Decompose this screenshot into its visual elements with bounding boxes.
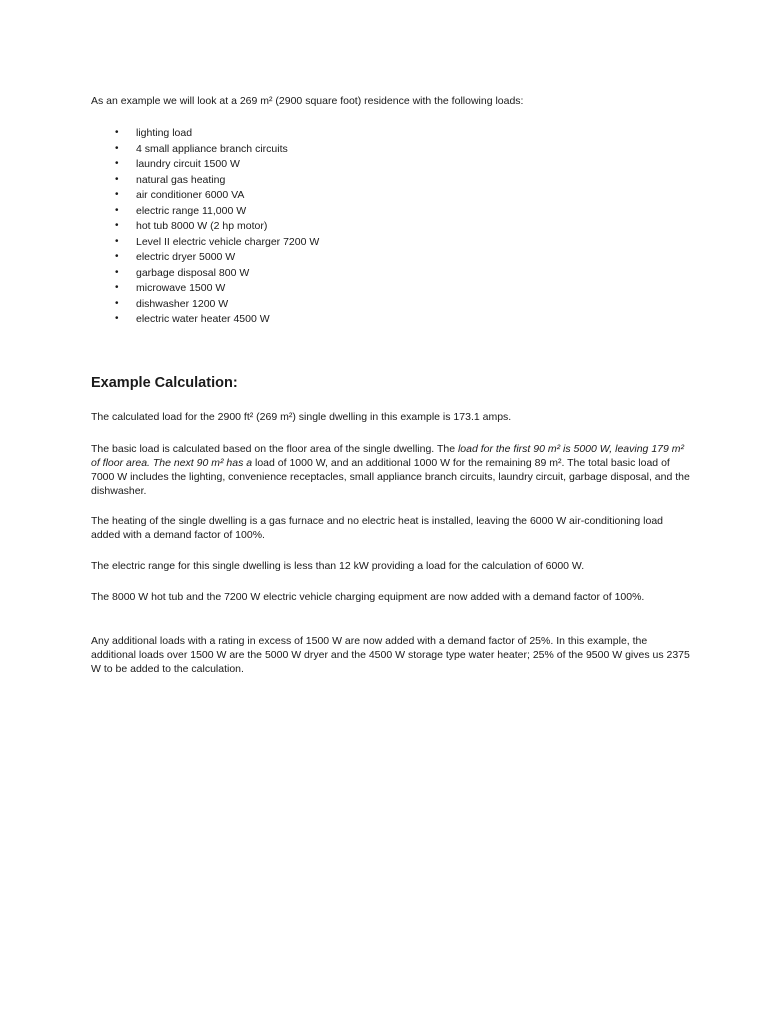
- list-item: [91, 297, 319, 313]
- list-item-label: electric water heater 4500 W: [136, 313, 270, 325]
- list-item-label: electric dryer 5000 W: [136, 251, 236, 263]
- list-item-label: natural gas heating: [136, 173, 226, 186]
- list-item: [91, 281, 319, 297]
- basic-load-text-end: load of 1000 W, and an additional 1000 W for the remaining 89 m². The total basic load of 7000 W includes the lighting, convenience receptacles, small appliance branch circuits, laundry circuit, garbage disposal, and the dishwasher.: [91, 457, 690, 497]
- list-item-label: microwave 1500 W: [136, 282, 226, 294]
- basic-load-italic-text: load for the first 90 m² is 5000 W, leaving 179 m² of floor area. The next 90 m² has a: [91, 443, 684, 469]
- bullet-icon: •: [115, 220, 119, 231]
- list-item-label: dishwasher 1200 W: [136, 297, 229, 310]
- bullet-icon: •: [115, 313, 119, 324]
- list-item: [91, 250, 319, 266]
- list-item: [91, 173, 319, 189]
- bullet-icon: •: [115, 158, 119, 169]
- list-item-label: electric range 11,000 W: [136, 204, 247, 217]
- calculated-load-paragraph: The calculated load for the 2900 ft² (269 m²) single dwelling in this example is 173.1 amps.: [91, 411, 512, 423]
- bullet-icon: •: [115, 297, 119, 309]
- heating-paragraph: The heating of the single dwelling is a gas furnace and no electric heat is installed, leaving the 6000 W air-conditioning load added with a demand factor of 100%.: [91, 515, 664, 541]
- loads-list: [91, 126, 319, 328]
- bullet-icon: •: [115, 235, 119, 247]
- bullet-icon: •: [115, 173, 119, 185]
- list-item-label: air conditioner 6000 VA: [136, 189, 245, 201]
- bullet-icon: •: [115, 204, 119, 216]
- bullet-icon: •: [115, 266, 119, 278]
- list-item-label: laundry circuit 1500 W: [136, 158, 240, 170]
- list-item: [91, 312, 319, 328]
- additional-loads-paragraph: Any additional loads with a rating in excess of 1500 W are now added with a demand factor of 25%. In this example, the additional loads over 1500 W are the 5000 W dryer and the 4500 W storage type water heater; 25% of the 9500 W gives us 2375 W to be added to the calculation.: [91, 635, 690, 675]
- list-item-label: garbage disposal 800 W: [136, 266, 250, 279]
- list-item: [91, 266, 319, 282]
- list-item-label: lighting load: [136, 127, 193, 139]
- intro-text: As an example we will look at a 269 m² (2900 square foot) residence with the following loads:: [91, 95, 524, 107]
- list-item: [91, 204, 319, 220]
- list-item: [91, 235, 319, 251]
- list-item: [91, 188, 319, 204]
- range-paragraph: The electric range for this single dwelling is less than 12 kW providing a load for the calculation of 6000 W.: [91, 560, 585, 572]
- list-item-label: hot tub 8000 W (2 hp motor): [136, 220, 268, 232]
- bullet-icon: •: [115, 142, 119, 154]
- basic-load-text-start: The basic load is calculated based on the floor area of the single dwelling. The: [91, 443, 458, 455]
- bullet-icon: •: [115, 282, 119, 293]
- list-item-label: 4 small appliance branch circuits: [136, 142, 288, 155]
- list-item: [91, 157, 319, 173]
- section-heading: Example Calculation:: [91, 375, 238, 391]
- bullet-icon: •: [115, 127, 119, 138]
- list-item: [91, 126, 319, 142]
- basic-load-paragraph: [91, 442, 691, 498]
- list-item-label: Level II electric vehicle charger 7200 W: [136, 235, 320, 248]
- bullet-icon: •: [115, 251, 119, 262]
- list-item: [91, 219, 319, 235]
- list-item: [91, 142, 319, 158]
- hot-tub-ev-paragraph: The 8000 W hot tub and the 7200 W electric vehicle charging equipment are now added with a demand factor of 100%.: [91, 591, 645, 603]
- bullet-icon: •: [115, 189, 119, 200]
